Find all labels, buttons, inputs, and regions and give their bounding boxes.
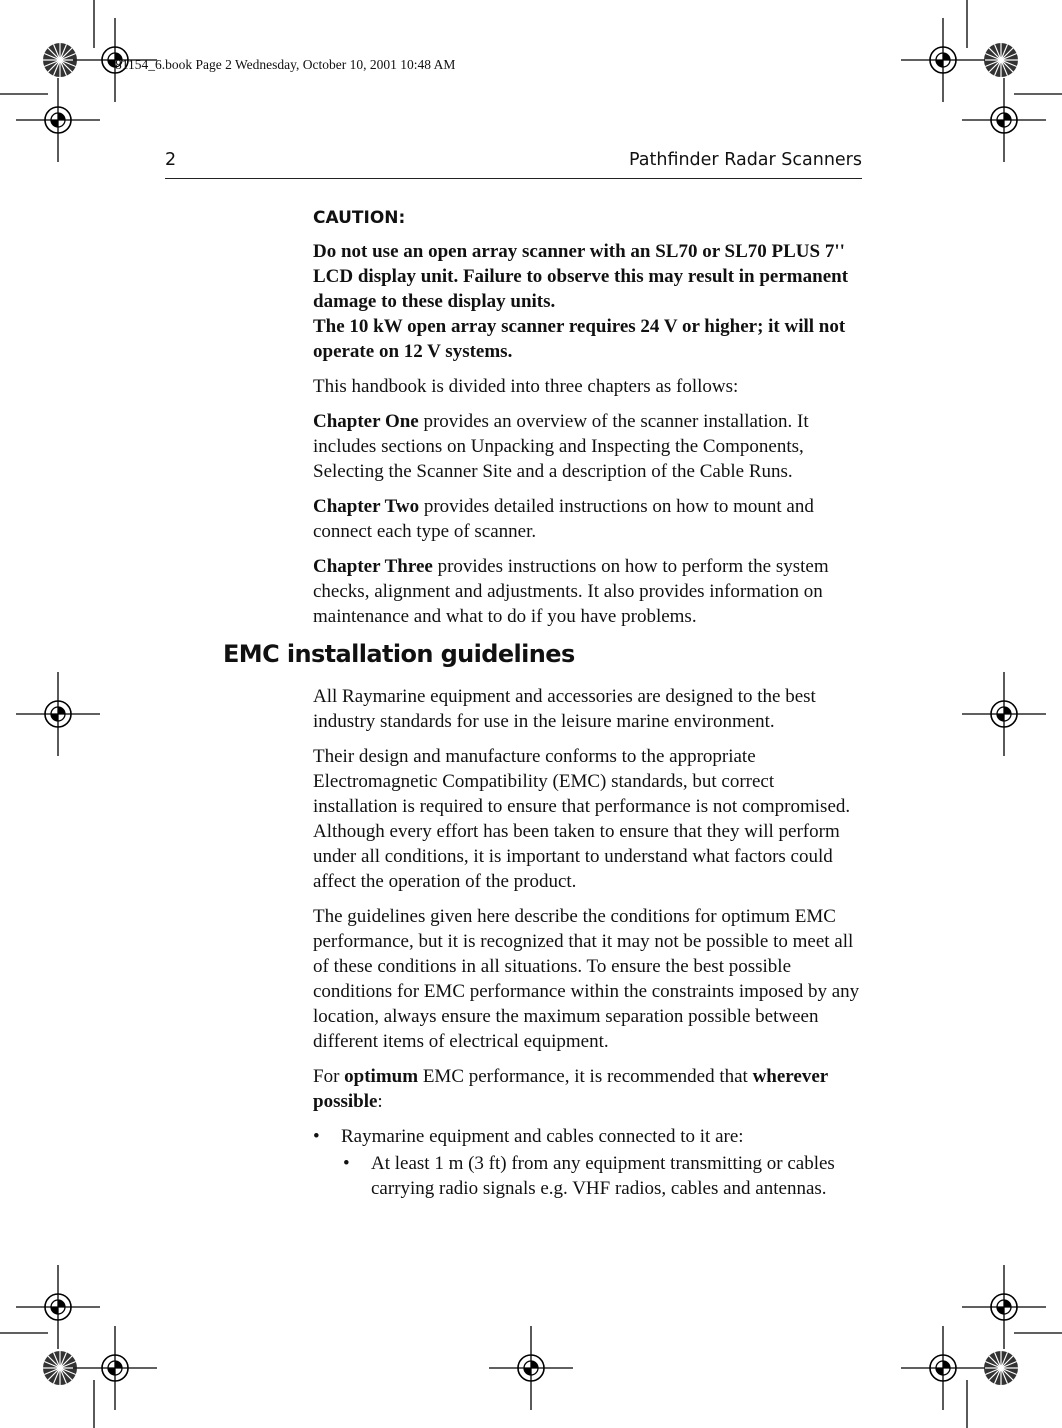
chapter-three-paragraph: Chapter Three provides instructions on how to perform the system checks, alignment and adjustments. It also provides information on maintenance and what to do if you have problems.: [313, 556, 829, 627]
caution-label: CAUTION:: [313, 208, 406, 228]
section-heading: EMC installation guidelines: [223, 640, 575, 668]
registration-mark-icon: [73, 1326, 157, 1410]
chapter-name: Chapter Two: [313, 496, 420, 517]
emc-paragraph: The guidelines given here describe the conditions for optimum EMC performance, but it is recognized that it may not be possible to meet all of these conditions in all situations. To ensure the best possible conditions for EMC performance within the constraints imposed by any location, always ensure the maximum separation possible between different items of electrical equipment.: [313, 906, 860, 1052]
registration-mark-icon: [962, 78, 1046, 162]
caution-line-2: The 10 kW open array scanner requires 24 V or higher; it will not operate on 12 V systems.: [313, 316, 846, 362]
emc-paragraph: Their design and manufacture conforms to the appropriate Electromagnetic Compatibility (EMC) standards, but correct installation is required to ensure that performance is not compromised. Although every effort has been taken to ensure that they will perform under all conditions, it is important to understand what factors could affect the operation of the product.: [313, 746, 851, 892]
chapter-name: Chapter One: [313, 411, 419, 432]
page-number: 2: [165, 150, 177, 170]
chapter-name: Chapter Three: [313, 556, 433, 577]
star-target-icon: [984, 1351, 1018, 1385]
registration-mark-icon: [901, 1326, 985, 1410]
book-title: Pathfinder Radar Scanners: [629, 150, 862, 170]
list-item: • Raymarine equipment and cables connected to it are:: [313, 1126, 744, 1147]
registration-mark-icon: [16, 1265, 100, 1349]
star-target-icon: [43, 43, 77, 77]
bullet-icon: •: [313, 1126, 320, 1147]
caution-line-1: Do not use an open array scanner with an SL70 or SL70 PLUS 7'' LCD display unit. Failure to observe this may result in permanent damage to these display units.: [313, 241, 849, 312]
chapter-two-paragraph: Chapter Two provides detailed instructions on how to mount and connect each type of scanner.: [313, 496, 814, 542]
caution-text: [313, 239, 863, 364]
emc-paragraph: For optimum EMC performance, it is recommended that wherever possible:: [313, 1066, 828, 1112]
sub-list-item: • At least 1 m (3 ft) from any equipment transmitting or cables carrying radio signals e.g. VHF radios, cables and antennas.: [343, 1153, 835, 1199]
registration-mark-icon: [489, 1326, 573, 1410]
emc-paragraph: All Raymarine equipment and accessories are designed to the best industry standards for use in the leisure marine environment.: [313, 686, 816, 732]
star-target-icon: [43, 1351, 77, 1385]
intro-section: [313, 208, 863, 639]
print-slug: 81154_6.book Page 2 Wednesday, October 10, 2001 10:48 AM: [115, 57, 456, 72]
registration-mark-icon: [962, 672, 1046, 756]
bullet-icon: •: [343, 1153, 350, 1174]
registration-mark-icon: [16, 672, 100, 756]
star-target-icon: [984, 43, 1018, 77]
running-header: [165, 148, 862, 179]
intro-paragraph: This handbook is divided into three chapters as follows:: [313, 376, 739, 397]
registration-mark-icon: [962, 1265, 1046, 1349]
emc-section: [313, 684, 863, 1201]
registration-mark-icon: [901, 18, 985, 102]
registration-mark-icon: [16, 78, 100, 162]
chapter-one-paragraph: Chapter One provides an overview of the scanner installation. It includes sections on Unpacking and Inspecting the Components, Selecting the Scanner Site and a description of the Cable Runs.: [313, 411, 809, 482]
